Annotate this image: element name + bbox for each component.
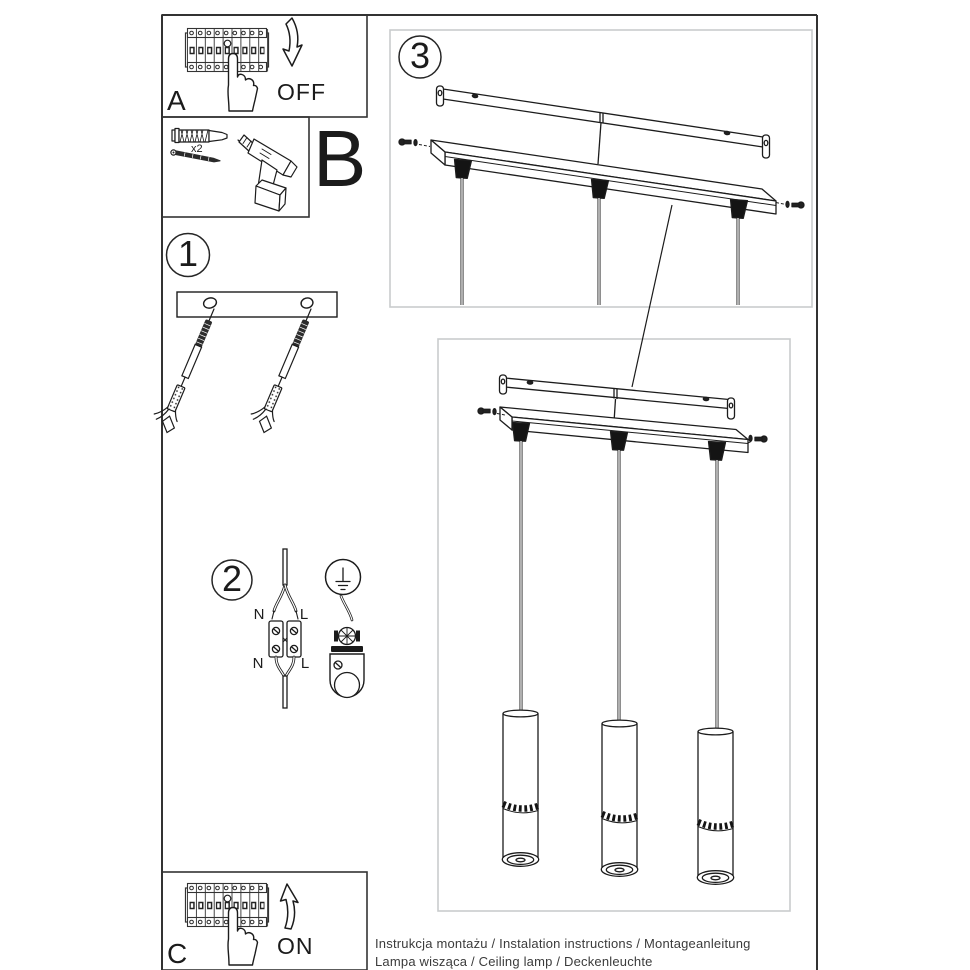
arrow-down-icon <box>283 18 302 66</box>
canopy-screw-icon <box>399 139 417 146</box>
cord-grip <box>610 432 628 451</box>
cord-grip <box>729 199 747 218</box>
anchor-quantity-label: x2 <box>191 143 203 155</box>
panel-b-label: B <box>313 114 367 203</box>
assembled-lamp-illustration <box>478 375 767 884</box>
terminal-label-n-top: N <box>253 606 265 624</box>
leader-line <box>632 205 672 387</box>
step3-number: 3 <box>409 35 431 77</box>
cord-grip <box>708 442 726 461</box>
step1-number: 1 <box>177 233 199 275</box>
canopy-bar <box>431 140 776 214</box>
wall-plug-icon <box>172 129 227 143</box>
cord-grip <box>590 179 608 198</box>
canopy-screw-icon <box>749 435 767 442</box>
cable-clamp-icon <box>330 596 364 698</box>
canopy-screw-icon <box>478 408 496 415</box>
arrow-up-icon <box>281 884 299 929</box>
anchor-screw-icon <box>247 304 321 435</box>
anchor-screw-icon <box>150 304 224 435</box>
switch-off-label: OFF <box>277 79 326 105</box>
switch-on-label: ON <box>277 933 314 959</box>
cord-grip <box>512 423 530 442</box>
pendant-cylinder <box>601 720 637 876</box>
step1-illustration <box>150 292 337 434</box>
caption-line-1: Instrukcja montażu / Instalation instructions / Montageanleitung <box>375 936 751 951</box>
step3-illustration <box>399 86 804 305</box>
pendant-cables <box>521 441 717 731</box>
panel-a-label: A <box>167 85 186 116</box>
ground-symbol-icon <box>326 560 361 595</box>
step2-number: 2 <box>221 558 243 600</box>
pendant-cylinder <box>502 710 538 866</box>
power-cable-and-terminal <box>269 549 301 708</box>
cord-grip <box>453 159 471 178</box>
pendant-cylinder <box>697 728 733 884</box>
drill-icon <box>238 135 297 211</box>
panel-c-label: C <box>167 938 188 969</box>
tools-icons <box>171 129 297 212</box>
canopy-screw-icon <box>786 201 804 208</box>
terminal-label-n-bottom: N <box>252 655 264 673</box>
step2-illustration <box>269 549 364 708</box>
terminal-label-l-bottom: L <box>300 655 310 673</box>
caption-line-2: Lampa wisząca / Ceiling lamp / Deckenleuchte <box>375 954 653 969</box>
terminal-label-l-top: L <box>299 606 309 624</box>
